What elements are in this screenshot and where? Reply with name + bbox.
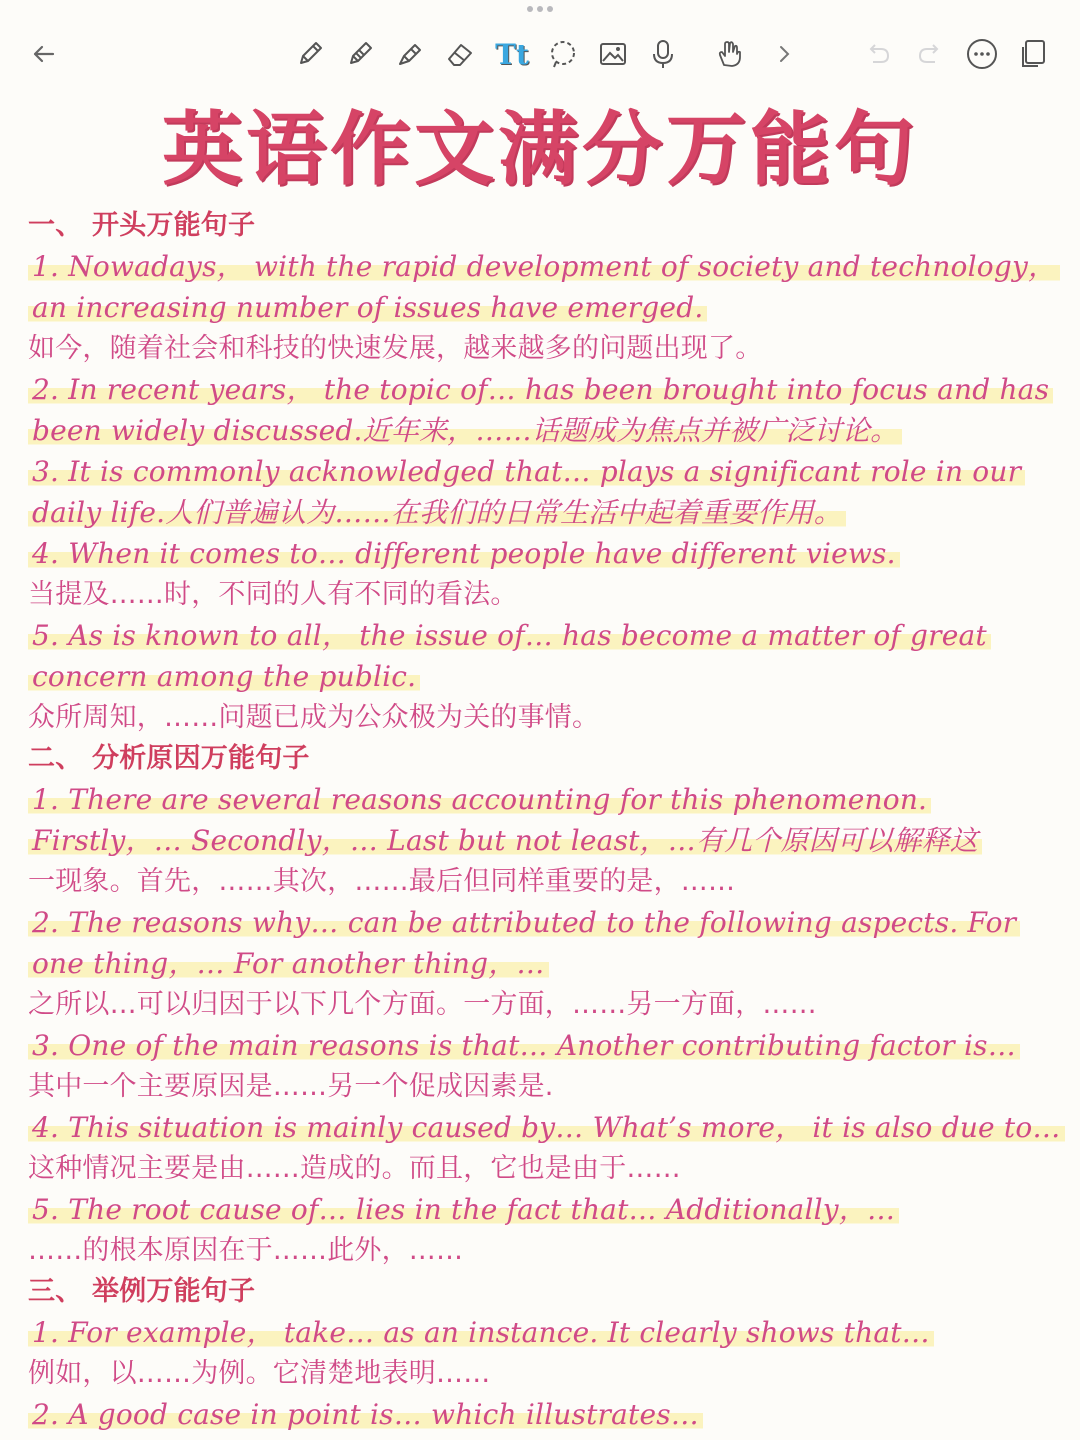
back-arrow-icon[interactable] <box>24 34 64 74</box>
english-sentence-line <box>28 1107 1061 1148</box>
more-icon[interactable] <box>962 34 1002 74</box>
section-heading <box>28 205 1058 246</box>
english-sentence-line <box>28 820 1058 861</box>
text-tool-label: Tt <box>495 37 529 71</box>
english-sentence-line <box>28 1025 1058 1066</box>
english-sentence-line <box>28 533 1058 574</box>
pages-icon[interactable] <box>1012 34 1052 74</box>
chinese-translation-line <box>28 574 1058 615</box>
pencil-icon[interactable] <box>340 34 380 74</box>
line-text: 5. The root cause of… lies in the fact that… Additionally，… <box>28 1193 899 1226</box>
line-text: 如今，随着社会和科技的快速发展，越来越多的问题出现了。 <box>28 333 763 364</box>
chinese-translation-line <box>28 984 1058 1025</box>
line-text: 二、 分析原因万能句子 <box>28 743 310 774</box>
redo-icon[interactable] <box>910 34 950 74</box>
line-text: 1. Nowadays， with the rapid development of society and technology， <box>28 250 1060 283</box>
english-sentence-line <box>28 492 1058 533</box>
line-text: 4. This situation is mainly caused by… What’s more， it is also due to… <box>28 1111 1065 1144</box>
line-text: 一现象。首先，……其次，……最后但同样重要的是，…… <box>28 866 736 897</box>
english-sentence-line <box>28 902 1058 943</box>
line-text: ……的根本原因在于……此外，…… <box>28 1235 464 1266</box>
line-text: 例如，以……为例。它清楚地表明…… <box>28 1358 491 1389</box>
line-text: 三、 举例万能句子 <box>28 1276 256 1307</box>
chinese-translation-line <box>28 1148 1058 1189</box>
english-sentence-line <box>28 1189 1058 1230</box>
line-text: 5. As is known to all， the issue of… has become a matter of great <box>28 619 991 652</box>
english-sentence-line <box>28 1394 1058 1435</box>
english-sentence-line <box>28 943 1058 984</box>
chinese-translation-line <box>28 1353 1058 1394</box>
chevron-right-icon[interactable] <box>765 34 805 74</box>
english-sentence-line <box>28 1312 1058 1353</box>
section-heading <box>28 738 1058 779</box>
line-text: Firstly，… Secondly，… Last but not least，…有几个原因可以解释这 <box>28 824 982 857</box>
english-sentence-line <box>28 369 1058 410</box>
highlighter-icon[interactable] <box>390 34 430 74</box>
microphone-icon[interactable] <box>643 34 683 74</box>
chinese-translation-line <box>28 1066 1058 1107</box>
line-text: 这种情况主要是由……造成的。而且，它也是由于…… <box>28 1153 681 1184</box>
drag-handle[interactable] <box>523 6 557 18</box>
line-text: 2. In recent years， the topic of… has been brought into focus and has <box>28 373 1053 406</box>
line-text: 众所周知，……问题已成为公众极为关的事情。 <box>28 702 600 733</box>
undo-icon[interactable] <box>858 34 898 74</box>
english-sentence-line <box>28 615 1058 656</box>
line-text: concern among the public. <box>28 660 420 693</box>
note-content[interactable] <box>28 205 1061 1435</box>
image-icon[interactable] <box>593 34 633 74</box>
line-text: 3. One of the main reasons is that… Another contributing factor is… <box>28 1029 1020 1062</box>
chinese-translation-line <box>28 328 1058 369</box>
line-text: daily life.人们普遍认为……在我们的日常生活中起着重要作用。 <box>28 496 846 529</box>
line-text: an increasing number of issues have emerged. <box>28 291 707 324</box>
line-text: 一、 开头万能句子 <box>28 210 256 241</box>
line-text: one thing，… For another thing，… <box>28 947 549 980</box>
line-text: 当提及……时，不同的人有不同的看法。 <box>28 579 518 610</box>
english-sentence-line <box>28 246 1058 287</box>
chinese-translation-line <box>28 1230 1058 1271</box>
line-text: been widely discussed.近年来，……话题成为焦点并被广泛讨论。 <box>28 414 902 447</box>
line-text: 1. For example， take… as an instance. It clearly shows that… <box>28 1316 934 1349</box>
line-text: 4. When it comes to… different people have different views. <box>28 537 900 570</box>
lasso-icon[interactable] <box>543 34 583 74</box>
hand-icon[interactable] <box>710 34 750 74</box>
section-heading <box>28 1271 1058 1312</box>
line-text: 2. The reasons why… can be attributed to the following aspects. For <box>28 906 1020 939</box>
text-tool-icon[interactable] <box>492 34 532 74</box>
english-sentence-line <box>28 287 1058 328</box>
english-sentence-line <box>28 656 1058 697</box>
pen-icon[interactable] <box>290 34 330 74</box>
line-text: 其中一个主要原因是……另一个促成因素是. <box>28 1071 554 1102</box>
eraser-icon[interactable] <box>440 34 480 74</box>
page-title: 英语作文满分万能句 <box>162 103 918 196</box>
english-sentence-line <box>28 779 1058 820</box>
line-text: 之所以…可以归因于以下几个方面。一方面，……另一方面，…… <box>28 989 817 1020</box>
chinese-translation-line <box>28 697 1058 738</box>
english-sentence-line <box>28 410 1058 451</box>
line-text: 1. There are several reasons accounting for this phenomenon. <box>28 783 931 816</box>
line-text: 3. It is commonly acknowledged that… plays a significant role in our <box>28 455 1025 488</box>
chinese-translation-line <box>28 861 1058 902</box>
english-sentence-line <box>28 451 1058 492</box>
line-text: 2. A good case in point is… which illustrates… <box>28 1398 703 1431</box>
toolbar <box>0 0 1080 100</box>
